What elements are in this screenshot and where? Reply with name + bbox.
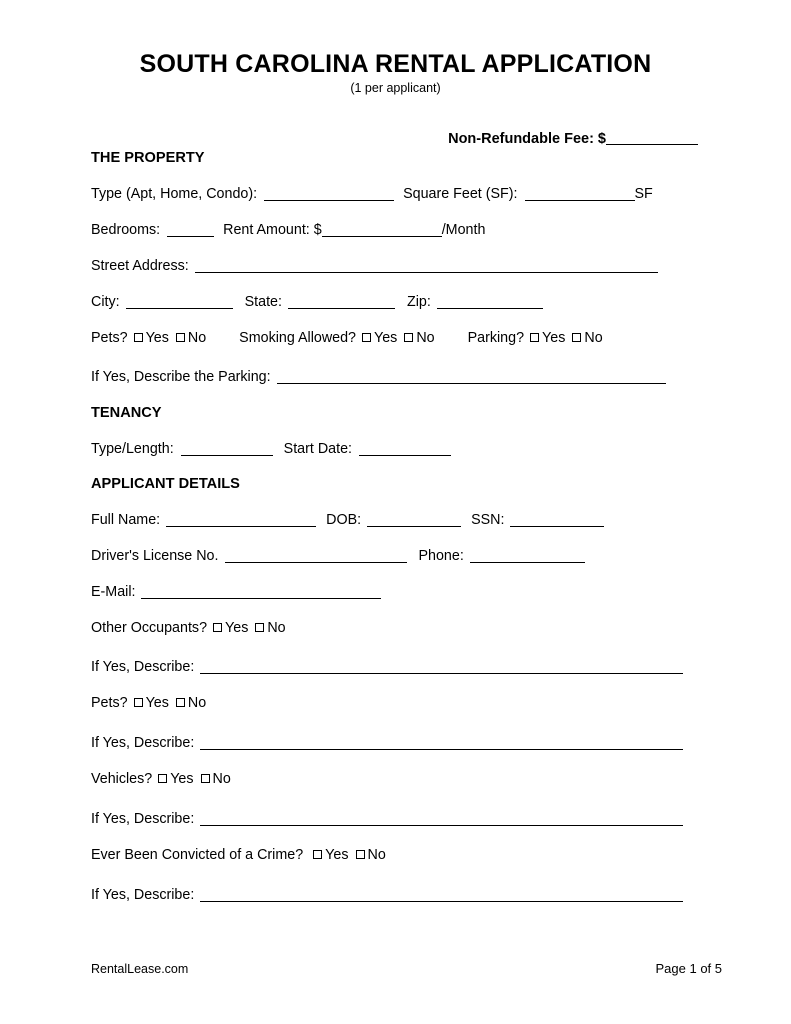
dob-label: DOB: (326, 512, 362, 528)
crime-yes-label: Yes (325, 847, 349, 863)
street-address-label: Street Address: (91, 258, 189, 274)
bedrooms-input[interactable] (167, 236, 214, 237)
occupants-describe-label: If Yes, Describe: (91, 659, 195, 675)
rent-amount-label: Rent Amount: $ (223, 222, 322, 238)
pets-describe-row (91, 736, 683, 750)
parking-describe-input[interactable] (277, 383, 666, 384)
applicant-pets-yes-checkbox[interactable] (134, 698, 143, 707)
footer-site-name: RentalLease.com (91, 962, 189, 976)
type-length-label: Type/Length: (91, 441, 174, 457)
phone-label: Phone: (418, 548, 464, 564)
property-type-input[interactable] (264, 200, 394, 201)
crime-conviction-row (91, 848, 386, 862)
crime-describe-label: If Yes, Describe: (91, 887, 195, 903)
crime-yes-checkbox[interactable] (313, 850, 322, 859)
applicant-pets-no-label: No (187, 695, 207, 711)
property-options-row (91, 331, 603, 345)
vehicles-describe-row (91, 812, 683, 826)
parking-describe-row (91, 370, 666, 384)
city-input[interactable] (126, 308, 233, 309)
zip-label: Zip: (406, 294, 431, 310)
pets-describe-input[interactable] (200, 749, 683, 750)
parking-no-checkbox[interactable] (572, 333, 581, 342)
drivers-license-phone-row (91, 549, 585, 563)
crime-conviction-label: Ever Been Convicted of a Crime? (91, 847, 304, 863)
type-length-input[interactable] (181, 455, 273, 456)
full-name-input[interactable] (166, 526, 316, 527)
phone-input[interactable] (470, 562, 585, 563)
parking-yes-checkbox[interactable] (530, 333, 539, 342)
smoking-no-checkbox[interactable] (404, 333, 413, 342)
city-label: City: (91, 294, 120, 310)
street-address-row (91, 259, 658, 273)
vehicles-row (91, 772, 231, 786)
other-occupants-no-checkbox[interactable] (255, 623, 264, 632)
smoking-yes-label: Yes (374, 330, 398, 346)
state-input[interactable] (288, 308, 395, 309)
crime-no-checkbox[interactable] (356, 850, 365, 859)
parking-label: Parking? (467, 330, 525, 346)
applicant-pets-yes-label: Yes (145, 695, 169, 711)
property-pets-yes-label: Yes (145, 330, 169, 346)
occupants-describe-row (91, 660, 683, 674)
zip-input[interactable] (437, 308, 543, 309)
rent-period-suffix: /Month (441, 222, 486, 238)
property-pets-label: Pets? (91, 330, 128, 346)
property-type-row (91, 187, 653, 201)
street-address-input[interactable] (195, 272, 658, 273)
rent-amount-input[interactable] (322, 236, 442, 237)
property-type-label: Type (Apt, Home, Condo): (91, 186, 258, 202)
drivers-license-input[interactable] (225, 562, 407, 563)
section-heading-the-property: THE PROPERTY (91, 150, 205, 166)
start-date-input[interactable] (359, 455, 451, 456)
crime-describe-row (91, 888, 683, 902)
state-label: State: (244, 294, 282, 310)
email-input[interactable] (141, 598, 381, 599)
square-feet-suffix: SF (634, 186, 653, 202)
crime-no-label: No (367, 847, 386, 863)
non-refundable-fee-label: Non-Refundable Fee: $ (448, 131, 606, 147)
email-label: E-Mail: (91, 584, 136, 600)
full-name-label: Full Name: (91, 512, 161, 528)
vehicles-yes-checkbox[interactable] (158, 774, 167, 783)
square-feet-label: Square Feet (SF): (403, 186, 518, 202)
parking-describe-label: If Yes, Describe the Parking: (91, 369, 271, 385)
drivers-license-label: Driver's License No. (91, 548, 219, 564)
other-occupants-no-label: No (267, 620, 286, 636)
full-name-row (91, 513, 604, 527)
parking-yes-label: Yes (542, 330, 566, 346)
bedrooms-rent-row (91, 223, 485, 237)
smoking-no-label: No (416, 330, 435, 346)
page-title: SOUTH CAROLINA RENTAL APPLICATION (139, 50, 652, 78)
footer-page-number: Page 1 of 5 (655, 961, 722, 976)
applicant-pets-label: Pets? (91, 695, 128, 711)
non-refundable-fee-row (448, 131, 698, 147)
vehicles-no-label: No (212, 771, 231, 787)
property-pets-no-checkbox[interactable] (176, 333, 185, 342)
tenancy-row (91, 442, 451, 456)
applicant-pets-no-checkbox[interactable] (176, 698, 185, 707)
occupants-describe-input[interactable] (200, 673, 683, 674)
crime-describe-input[interactable] (200, 901, 683, 902)
property-pets-no-label: No (187, 330, 207, 346)
ssn-input[interactable] (510, 526, 604, 527)
other-occupants-yes-checkbox[interactable] (213, 623, 222, 632)
vehicles-describe-input[interactable] (200, 825, 683, 826)
other-occupants-row (91, 621, 286, 635)
dob-input[interactable] (367, 526, 461, 527)
vehicles-yes-label: Yes (170, 771, 194, 787)
section-heading-tenancy: TENANCY (91, 405, 162, 421)
parking-no-label: No (584, 330, 603, 346)
property-pets-yes-checkbox[interactable] (134, 333, 143, 342)
other-occupants-label: Other Occupants? (91, 620, 208, 636)
email-row (91, 585, 381, 599)
vehicles-label: Vehicles? (91, 771, 153, 787)
vehicles-describe-label: If Yes, Describe: (91, 811, 195, 827)
vehicles-no-checkbox[interactable] (201, 774, 210, 783)
bedrooms-label: Bedrooms: (91, 222, 161, 238)
start-date-label: Start Date: (283, 441, 353, 457)
page-subtitle: (1 per applicant) (350, 81, 441, 95)
square-feet-input[interactable] (525, 200, 635, 201)
ssn-label: SSN: (471, 512, 505, 528)
city-state-zip-row (91, 295, 543, 309)
other-occupants-yes-label: Yes (225, 620, 249, 636)
pets-describe-label: If Yes, Describe: (91, 735, 195, 751)
section-heading-applicant-details: APPLICANT DETAILS (91, 476, 240, 492)
smoking-allowed-label: Smoking Allowed? (239, 330, 356, 346)
non-refundable-fee-input[interactable] (606, 144, 698, 145)
applicant-pets-row (91, 696, 206, 710)
smoking-yes-checkbox[interactable] (362, 333, 371, 342)
